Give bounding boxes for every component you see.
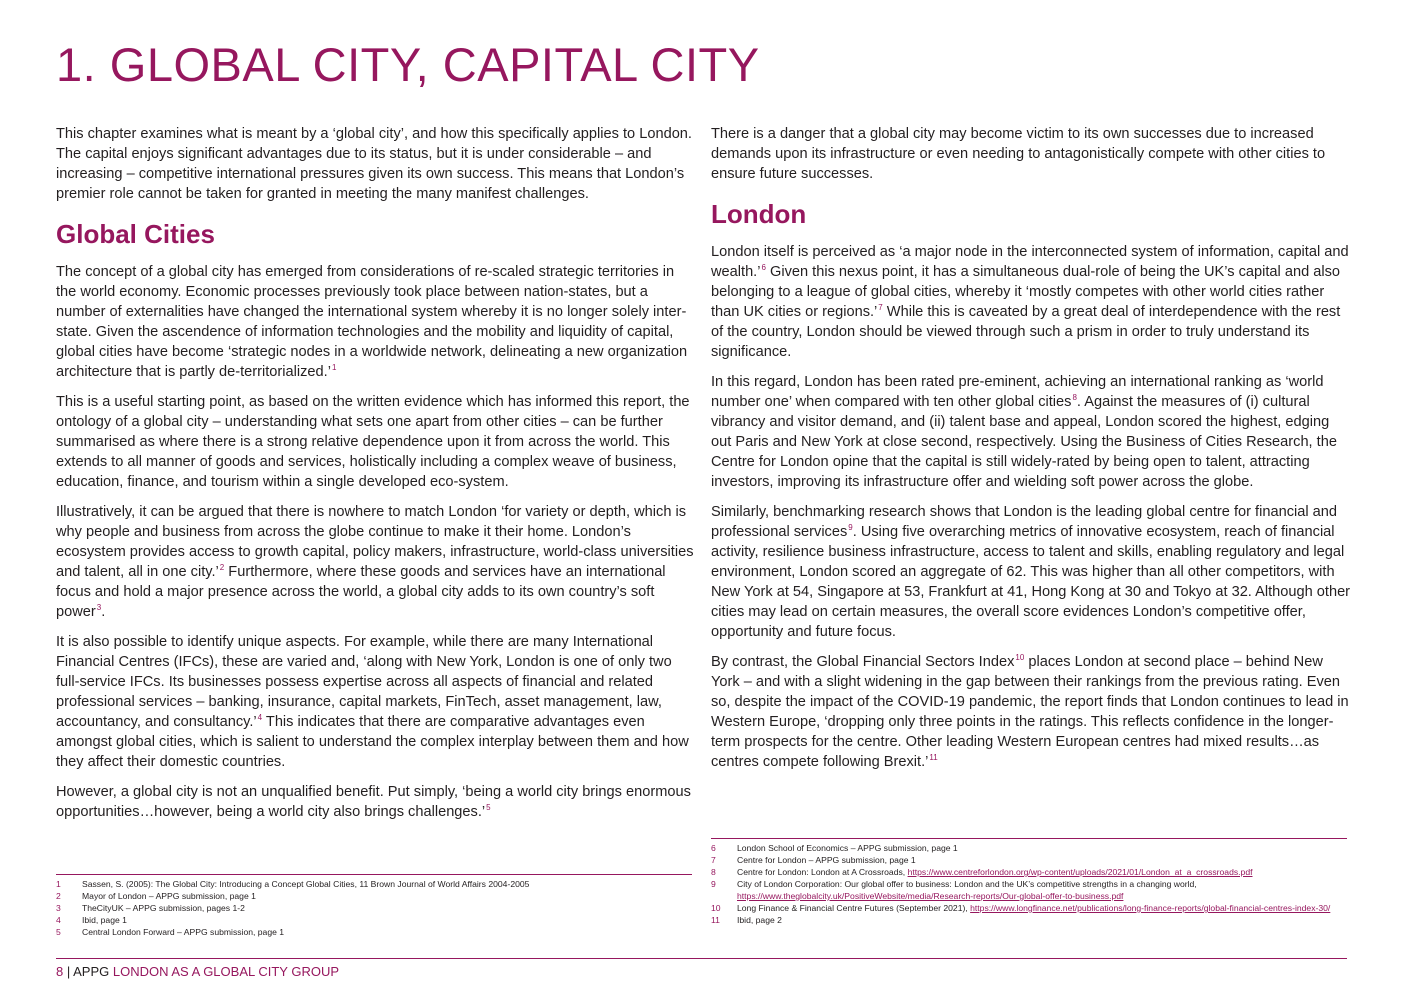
footnote-item: 2 Mayor of London – APPG submission, page 1 [56,891,256,901]
footnote-item: 6 London School of Economics – APPG submission, page 1 [711,843,958,853]
footnote-ref[interactable]: 11 [929,753,938,763]
footnote-ref[interactable]: 8 [1072,393,1077,403]
footnote-ref[interactable]: 7 [878,303,883,313]
paragraph: This is a useful starting point, as based on the written evidence which has informed this report, the ontology of a global city – understanding what sets one apart from other cities – can be further summarised as where there is a strong relative dependence upon it from across the world. This extends to all manner of goods and services, holistically including a complex weave of business, education, finance, and tourism within a single developed eco-system. [56,394,690,490]
footnote-item: 10 Long Finance & Financial Centre Futures (September 2021), https://www.longfinance.net/publications/long-finance-reports/global-financial-centres-index-30/ [711,903,1331,913]
right-column [711,124,1351,782]
footnote-ref[interactable]: 1 [331,363,337,373]
footnote-item: 4 Ibid, page 1 [56,915,127,925]
footnote-ref[interactable]: 2 [219,563,225,573]
footnote-link[interactable]: https://www.theglobalcity.uk/PositiveWebsite/media/Research-reports/Our-global-offer-to-business.pdf [737,891,1124,901]
paragraph: It is also possible to identify unique aspects. For example, while there are many International Financial Centres (IFCs), these are varied and, ‘along with New York, London is one of only two full-service IFCs. Its businesses possess expertise across all aspects of financial and related professional services – banking, insurance, capital markets, FinTech, asset management, law, accountancy, and consultancy.’$^4$ This indicates that there are comparative advantages even amongst global cities, which is salient to understand the complex interplay between them and how they affect their domestic countries. [56,634,689,770]
page-footer [56,964,339,980]
paragraph: In this regard, London has been rated pre-eminent, achieving an international ranking as ‘world number one’ when compared with ten other global cities$^8$. Against the measures of (i) cultural vibrancy and visitor demand, and (ii) talent base and appeal, London scored the highest, edging out Paris and New York at close second, respectively. Using the Business of Cities Research, the Centre for London opine that the capital is still widely-rated by being open to talent, attracting investors, improving its infrastructure offer and wielding soft power across the globe. [711,374,1337,490]
heading-global-cities: Global Cities [56,219,215,249]
footnote-link[interactable]: https://www.centreforlondon.org/wp-content/uploads/2021/01/London_at_a_crossroads.pdf [907,867,1253,877]
paragraph: The concept of a global city has emerged from considerations of re-scaled strategic territories in the world economy. Economic processes previously took place between nation-states, but a number of externalities have changed the international system whereby it is no longer solely inter-state. Given the ascendence of information technologies and the mobility and liquidity of capital, global cities have become ‘strategic nodes in a worldwide network, delineating a new organization architecture that is partly de-territorialized.’$^1$ [56,264,688,380]
footnote-ref[interactable]: 5 [486,803,491,813]
paragraph: There is a danger that a global city may become victim to its own successes due to increased demands upon its infrastructure or even needing to antagonistically compete with other cities to ensure future successes. [711,126,1326,182]
paragraph: Similarly, benchmarking research shows that London is the leading global centre for financial and professional services$^9$. Using five overarching metrics of innovative ecosystem, reach of financial activity, resilience business infrastructure, access to talent and skills, enabling regulatory and legal environment, London scored an aggregate of 62. This was higher than all other competitors, with New York at 54, Singapore at 53, Frankfurt at 41, Hong Kong at 30 and Tokyo at 32. Although other cities may lead on certain measures, the overall score evidences London’s competitive offer, opportunity and future focus. [711,504,1351,640]
paragraph: However, a global city is not an unqualified benefit. Put simply, ‘being a world city brings enormous opportunities…however, being a world city also brings challenges.’$^5$ [56,784,691,820]
footer-divider [56,958,1347,959]
footer-group-name: LONDON AS A GLOBAL CITY GROUP [112,964,340,979]
footnote-item: 7 Centre for London – APPG submission, page 1 [711,855,916,865]
footnote-ref[interactable]: 3 [96,603,102,613]
footnote-ref[interactable]: 6 [761,263,766,273]
paragraph: By contrast, the Global Financial Sectors Index$^{10}$ places London at second place – behind New York – and with a slight widening in the gap between their rankings from the previous rating. Even so, despite the impact of the COVID-19 pandemic, the report finds that London continues to lead in Western Europe, ‘dropping only three points in the ratings. This reflects confidence in the longer-term prospects for the centre. Other leading Western European centres had mixed results…as centres compete following Brexit.’$^{11}$ [711,653,1349,770]
footnote-divider-left [56,874,692,875]
footer-separator: | [63,964,74,979]
footnote-item: 8 Centre for London: London at A Crossroads, https://www.centreforlondon.org/wp-content/uploads/2021/01/London_at_a_crossroads.pdf [711,867,1253,877]
footnote-item: 5 Central London Forward – APPG submission, page 1 [56,927,285,937]
left-column [56,124,694,832]
footer-org: APPG [73,964,113,979]
footnote-item: 1 Sassen, S. (2005): The Global City: Introducing a Concept Global Cities, 11 Brown Journal of World Affairs 2004-2005 [56,879,530,889]
footnote-item: 9 City of London Corporation: Our global offer to business: London and the UK’s competitive strengths in a changing world, https://www.theglobalcity.uk/PositiveWebsite/media/Research-reports/Our-global-offer-to-business.pdf [711,879,1197,901]
footnote-link[interactable]: https://www.longfinance.net/publications/long-finance-reports/global-financial-centres-index-30/ [970,903,1331,913]
page-number: 8 [56,964,64,979]
intro-paragraph: This chapter examines what is meant by a ‘global city’, and how this specifically applies to London. The capital enjoys significant advantages due to its status, but it is under considerable – and increasing – competitive international pressures given its own success. This means that London’s premier role cannot be taken for granted in meeting the many manifest challenges. [56,126,692,202]
footnotes-right [711,842,1347,926]
paragraph: Illustratively, it can be argued that there is nowhere to match London ‘for variety or depth, which is why people and business from across the globe continue to make it their home. London’s ecosystem provides access to growth capital, policy makers, infrastructure, world-class universities and talent, all in one city.’$^2$ Furthermore, where these goods and services have an international focus and hold a major presence across the world, a global city adds to its own country’s soft power$^3$. [56,504,694,620]
footnote-ref[interactable]: 10 [1015,653,1025,663]
heading-london: London [711,199,807,229]
footnote-item: 11 Ibid, page 2 [711,915,782,925]
footnote-ref[interactable]: 4 [257,713,263,723]
paragraph: London itself is perceived as ‘a major node in the interconnected system of information, capital and wealth.’$^6$ Given this nexus point, it has a simultaneous dual-role of being the UK’s capital and also belonging to a league of global cities, whereby it ‘mostly competes with other world cities rather than UK cities or regions.’$^7$ While this is caveated by a great deal of interdependence with the rest of the country, London should be viewed through such a prism in order to truly understand its significance. [711,244,1349,360]
footnote-divider-right [711,838,1347,839]
footnotes-left [56,878,692,938]
chapter-title: 1. GLOBAL CITY, CAPITAL CITY [56,38,760,91]
footnote-ref[interactable]: 9 [848,523,853,533]
footnote-item: 3 TheCityUK – APPG submission, pages 1-2 [56,903,245,913]
